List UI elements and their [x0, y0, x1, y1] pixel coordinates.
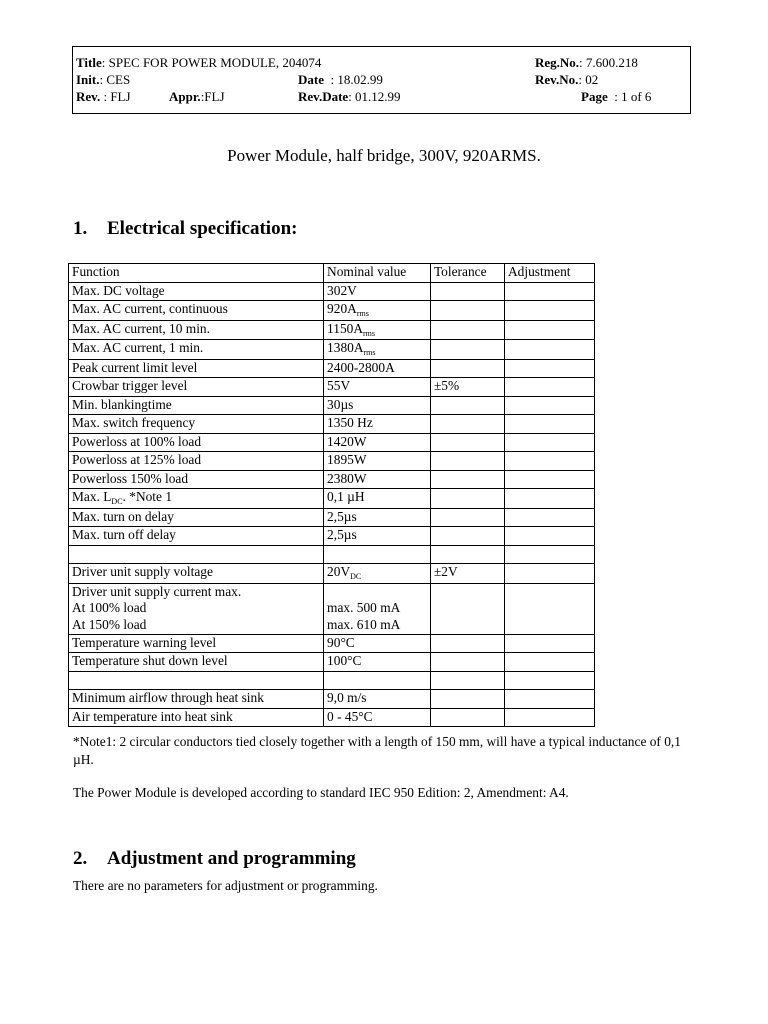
empty-cell: [505, 671, 595, 690]
nominal-value-cell: [324, 452, 431, 471]
function-cell: [69, 470, 324, 489]
function-cell: [69, 340, 324, 360]
cell-text: Max. turn off delay: [72, 527, 176, 542]
tolerance-cell: [430, 564, 504, 584]
table-row: [69, 396, 595, 415]
subscript-text: rms: [363, 348, 376, 357]
cell-text: max. 500 mA: [327, 600, 401, 615]
cell-text: max. 610 mA: [327, 616, 401, 632]
cell-text: 302V: [327, 282, 357, 298]
table-row: [69, 282, 595, 301]
cell-text: 2380W: [327, 470, 367, 486]
section-1-title: Electrical specification:: [107, 218, 298, 239]
function-cell: [69, 653, 324, 672]
cell-text: Powerloss at 125% load: [72, 452, 202, 467]
adjustment-cell: [505, 564, 595, 584]
nominal-value-cell: [324, 301, 431, 321]
function-cell: [69, 527, 324, 546]
table-row: [69, 489, 595, 509]
subscript-text: DC: [111, 497, 123, 506]
adjustment-cell: [505, 415, 595, 434]
table-row: [69, 653, 595, 672]
nominal-value-cell: [324, 470, 431, 489]
adjustment-cell: [505, 282, 595, 301]
tolerance-cell: [430, 359, 504, 378]
table-row: [69, 564, 595, 584]
cell-text: 0 - 45°C: [327, 708, 373, 724]
table-row: [69, 415, 595, 434]
cell-text: Max. AC current, 10 min.: [72, 320, 210, 336]
cell-text: 55V: [327, 378, 351, 393]
cell-text: Max. L: [72, 489, 112, 504]
electrical-spec-table: [68, 263, 595, 727]
function-cell: [69, 433, 324, 452]
nominal-value-cell: [324, 583, 431, 634]
table-row: [69, 583, 595, 634]
tolerance-cell: [430, 340, 504, 360]
adjustment-cell: [505, 583, 595, 634]
cell-text: . *Note 1: [122, 489, 173, 504]
nominal-value-cell: [324, 653, 431, 672]
nominal-value-cell: [324, 708, 431, 727]
function-cell: [69, 508, 324, 527]
cell-text: 2400-2800A: [327, 359, 395, 375]
nominal-value-cell: [324, 634, 431, 653]
cell-text: Driver unit supply current max.: [72, 583, 242, 599]
cell-text: Max. AC current, continuous: [72, 301, 228, 316]
empty-cell: [324, 671, 431, 690]
subscript-text: rms: [363, 328, 376, 338]
tolerance-header: Tolerance: [430, 264, 504, 283]
adjustment-cell: [505, 452, 595, 471]
rev-field: Rev. : FLJ: [76, 89, 131, 104]
table-row: [69, 359, 595, 378]
nominal-value-cell: [324, 433, 431, 452]
cell-text: ±5%: [433, 378, 460, 393]
section-2-text: There are no parameters for adjustment or programming.: [73, 878, 378, 893]
function-cell: [69, 359, 324, 378]
function-cell: [69, 396, 324, 415]
function-cell: [69, 301, 324, 321]
function-cell: [69, 452, 324, 471]
cell-text: 20V: [327, 564, 351, 579]
table-row: [69, 470, 595, 489]
adjustment-cell: [505, 320, 595, 340]
cell-text: Max. DC voltage: [72, 282, 165, 298]
tolerance-cell: [430, 583, 504, 634]
table-blank-row: [69, 545, 595, 564]
nominal-value-cell: [324, 489, 431, 509]
function-cell: [69, 564, 324, 584]
table-row: [69, 508, 595, 527]
header-line-3: [76, 89, 686, 105]
function-cell: [69, 282, 324, 301]
tolerance-cell: [430, 470, 504, 489]
adjustment-cell: [505, 527, 595, 546]
empty-cell: [324, 545, 431, 564]
cell-text: 1420W: [327, 433, 367, 449]
nominal-value-cell: [324, 690, 431, 709]
function-cell: [69, 690, 324, 709]
tolerance-cell: [430, 489, 504, 509]
tolerance-cell: [430, 634, 504, 653]
cell-text: At 150% load: [72, 616, 147, 632]
adjustment-cell: [505, 378, 595, 397]
tolerance-cell: [430, 301, 504, 321]
empty-cell: [69, 671, 324, 690]
adjustment-cell: [505, 433, 595, 452]
tolerance-cell: [430, 653, 504, 672]
section-1-heading: [73, 218, 297, 240]
table-row: [69, 340, 595, 360]
cell-text: 0,1 µH: [327, 489, 365, 504]
nominal-value-cell: [324, 359, 431, 378]
nominal-value-cell: [324, 527, 431, 546]
cell-text: 30µs: [327, 396, 354, 412]
section-2-heading: [73, 848, 356, 870]
header-line-2: [76, 72, 686, 88]
cell-text: Max. turn on delay: [72, 508, 174, 524]
nominal-value-cell: [324, 282, 431, 301]
tolerance-cell: [430, 452, 504, 471]
nominal-value-header: Nominal value: [324, 264, 431, 283]
cell-text: 1150A: [327, 320, 364, 336]
cell-text: Max. switch frequency: [72, 415, 196, 430]
cell-text: 2,5µs: [327, 527, 357, 542]
cell-text: 1895W: [327, 452, 367, 467]
cell-text: Peak current limit level: [72, 359, 198, 375]
table-row: [69, 634, 595, 653]
cell-text: 1380A: [327, 340, 364, 355]
page-field: Page : 1 of 6: [581, 89, 652, 104]
empty-cell: [430, 671, 504, 690]
subscript-text: DC: [350, 572, 362, 581]
function-cell: [69, 378, 324, 397]
adjustment-cell: [505, 301, 595, 321]
function-cell: [69, 489, 324, 509]
function-cell: [69, 583, 324, 634]
adjustment-cell: [505, 690, 595, 709]
empty-cell: [69, 545, 324, 564]
cell-text: 1350 Hz: [327, 415, 373, 430]
cell-text: Temperature warning level: [72, 634, 217, 650]
tolerance-cell: [430, 527, 504, 546]
standard-text: The Power Module is developed according to standard IEC 950 Edition: 2, Amendment: A4.: [73, 785, 569, 800]
cell-text: 920A: [327, 301, 357, 316]
table-row: [69, 527, 595, 546]
cell-text: Min. blankingtime: [72, 396, 172, 412]
tolerance-cell: [430, 690, 504, 709]
cell-text: At 100% load: [72, 600, 147, 615]
adjustment-cell: [505, 340, 595, 360]
tolerance-cell: [430, 378, 504, 397]
init-field: Init.: CES: [76, 72, 131, 87]
nominal-value-cell: [324, 508, 431, 527]
adjustment-cell: [505, 470, 595, 489]
function-cell: [69, 320, 324, 340]
cell-text: 2,5µs: [327, 508, 357, 524]
cell-text: 90°C: [327, 634, 355, 650]
document-header-box: [72, 46, 691, 114]
nominal-value-cell: [324, 415, 431, 434]
section-2-number: 2.: [73, 848, 88, 869]
regno-field: Reg.No.: 7.600.218: [535, 55, 638, 70]
title-field: Title: SPEC FOR POWER MODULE, 204074: [76, 55, 322, 70]
table-row: [69, 690, 595, 709]
tolerance-cell: [430, 396, 504, 415]
adjustment-cell: [505, 359, 595, 378]
function-cell: [69, 634, 324, 653]
table-header-row: [69, 264, 595, 283]
function-cell: [69, 415, 324, 434]
nominal-value-cell: [324, 378, 431, 397]
tolerance-cell: [430, 320, 504, 340]
document-title: Power Module, half bridge, 300V, 920ARMS.: [227, 146, 541, 165]
table-row: [69, 708, 595, 727]
adjustment-cell: [505, 396, 595, 415]
section-1-number: 1.: [73, 218, 88, 239]
empty-cell: [430, 545, 504, 564]
header-line-1: [76, 55, 686, 71]
cell-text: 100°C: [327, 653, 362, 668]
table-row: [69, 320, 595, 340]
date-field: Date : 18.02.99: [298, 72, 383, 87]
subscript-text: rms: [356, 309, 369, 318]
note-1-text: *Note1: 2 circular conductors tied closely together with a length of 150 mm, will have a typical inductance of 0,1 µH.: [73, 734, 681, 767]
empty-cell: [505, 545, 595, 564]
nominal-value-cell: [324, 320, 431, 340]
table-row: [69, 452, 595, 471]
table-row: [69, 301, 595, 321]
cell-text: 9,0 m/s: [327, 690, 367, 705]
adjustment-cell: [505, 653, 595, 672]
tolerance-cell: [430, 433, 504, 452]
cell-text: ±2V: [433, 564, 458, 579]
cell-text: Air temperature into heat sink: [72, 708, 233, 724]
table-blank-row: [69, 671, 595, 690]
function-cell: [69, 708, 324, 727]
nominal-value-cell: [324, 340, 431, 360]
adjustment-cell: [505, 489, 595, 509]
cell-text: Crowbar trigger level: [72, 378, 188, 393]
nominal-value-cell: [324, 396, 431, 415]
tolerance-cell: [430, 415, 504, 434]
tolerance-cell: [430, 282, 504, 301]
adjustment-cell: [505, 634, 595, 653]
function-header: Function: [69, 264, 324, 283]
nominal-value-cell: [324, 564, 431, 584]
tolerance-cell: [430, 708, 504, 727]
cell-text: Temperature shut down level: [72, 653, 228, 668]
cell-text: Minimum airflow through heat sink: [72, 690, 264, 705]
cell-text: Max. AC current, 1 min.: [72, 340, 204, 355]
revno-field: Rev.No.: 02: [535, 72, 599, 87]
cell-text: Driver unit supply voltage: [72, 564, 213, 579]
adjustment-cell: [505, 708, 595, 727]
adjustment-cell: [505, 508, 595, 527]
appr-field: Appr.:FLJ: [169, 89, 225, 104]
table-row: [69, 433, 595, 452]
cell-text: Powerloss 150% load: [72, 470, 189, 486]
revdate-field: Rev.Date: 01.12.99: [298, 89, 401, 104]
tolerance-cell: [430, 508, 504, 527]
table-row: [69, 378, 595, 397]
cell-text: Powerloss at 100% load: [72, 433, 202, 449]
section-2-title: Adjustment and programming: [107, 848, 356, 869]
adjustment-header: Adjustment: [505, 264, 595, 283]
